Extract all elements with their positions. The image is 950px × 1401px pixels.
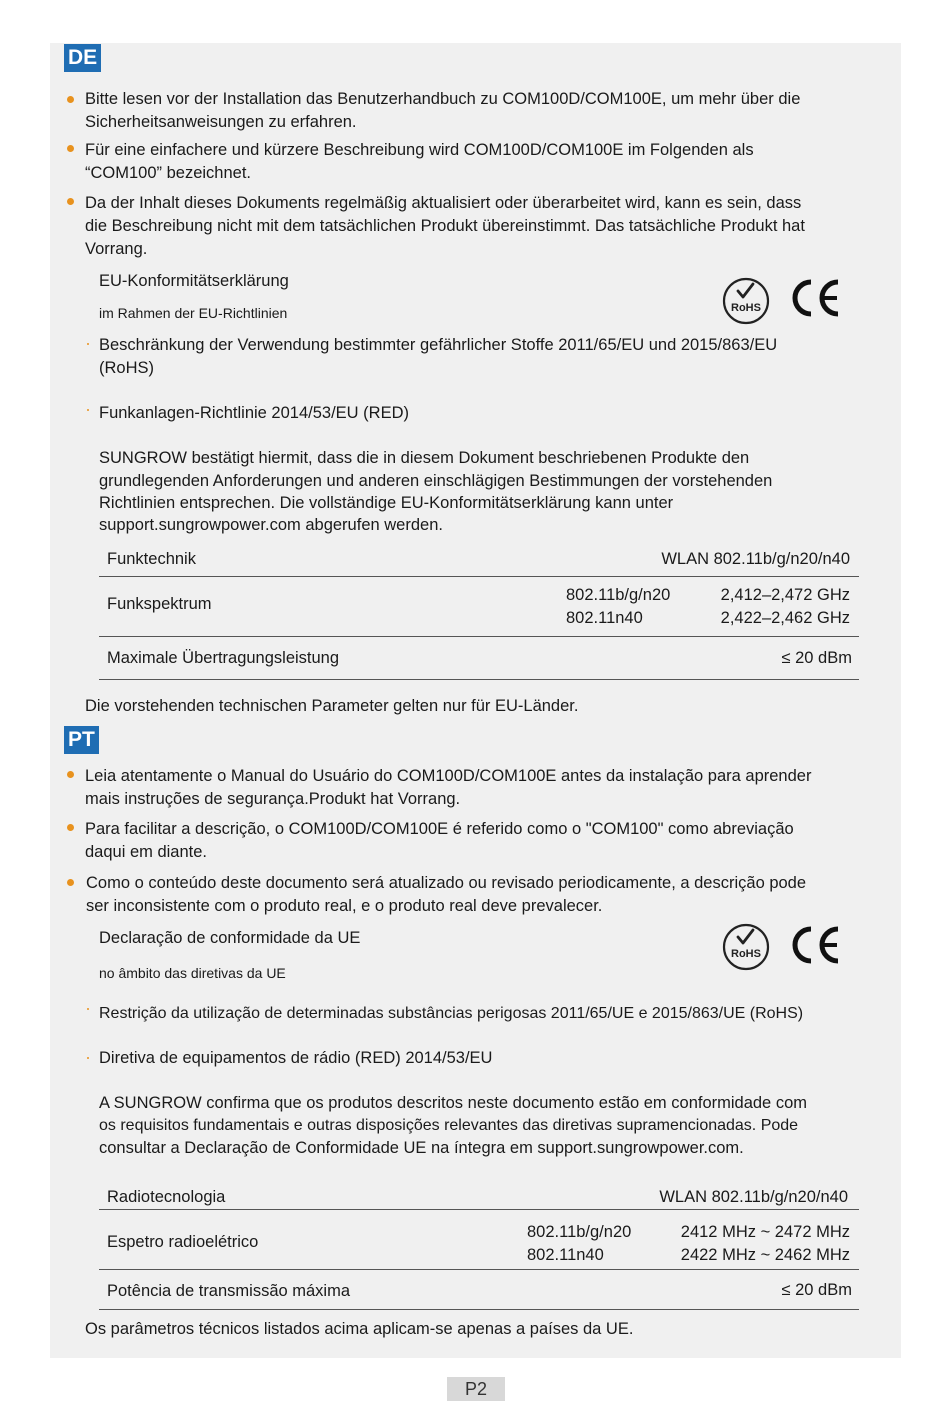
bullet-dot	[67, 771, 74, 778]
pt-confirm-line-2: os requisitos fundamentais e outras disposições relevantes das diretivas supramencionadas. Pode	[99, 1117, 799, 1134]
de-confirm-line-2: grundlegenden Anforderungen und anderen einschlägigen Bestimmungen der vorstehenden	[99, 472, 773, 490]
de-table-freq-1: 2,412–2,472 GHz	[720, 586, 850, 604]
pt-directive-rohs: Restrição da utilização de determinadas substâncias perigosas 2011/65/UE e 2015/863/UE (RoHS)	[99, 1005, 804, 1022]
de-directive-rohs-line-1: Beschränkung der Verwendung bestimmter gefährlicher Stoffe 2011/65/EU und 2015/863/EU	[99, 336, 778, 354]
de-note: Die vorstehenden technischen Parameter gelten nur für EU-Länder.	[85, 697, 579, 715]
de-bullet-2-line-1: Für eine einfachere und kürzere Beschreibung wird COM100D/COM100E im Folgenden als	[85, 141, 754, 159]
pt-bullet-1-line-1: Leia atentamente o Manual do Usuário do COM100D/COM100E antes da instalação para aprender	[85, 767, 812, 785]
rohs-icon	[721, 922, 771, 972]
pt-declaration-title: Declaração de conformidade da UE	[99, 929, 361, 947]
table-rule	[99, 679, 859, 680]
de-bullet-3-line-1: Da der Inhalt dieses Dokuments regelmäßig aktualisiert oder überarbeitet wird, kann es sein, dass	[85, 194, 802, 212]
lang-badge-pt: PT	[64, 726, 99, 754]
pt-directive-red: Diretiva de equipamentos de rádio (RED) 2014/53/EU	[99, 1049, 493, 1067]
table-rule	[99, 1309, 859, 1310]
de-table-label-radio-tech: Funktechnik	[107, 550, 196, 568]
sub-bullet-dot	[87, 1057, 89, 1059]
de-table-value-radio-tech: WLAN 802.11b/g/n20/n40	[661, 550, 850, 568]
de-confirm-line-3: Richtlinien entsprechen. Die vollständige EU-Konformitätserklärung kann unter	[99, 494, 674, 512]
bullet-dot	[67, 145, 74, 152]
pt-confirm-line-3: consultar a Declaração de Conformidade UE na íntegra em support.sungrowpower.com.	[99, 1139, 744, 1157]
pt-confirm-line-1: A SUNGROW confirma que os produtos descritos neste documento estão em conformidade com	[99, 1094, 807, 1112]
pt-table-value-radio-tech: WLAN 802.11b/g/n20/n40	[659, 1188, 848, 1206]
pt-table-value-max-power: ≤ 20 dBm	[781, 1281, 852, 1299]
de-confirm-line-1: SUNGROW bestätigt hiermit, dass die in diesem Dokument beschriebenen Produkte den	[99, 449, 750, 467]
ce-mark-icon	[790, 925, 846, 965]
de-directive-rohs-line-2: (RoHS)	[99, 359, 155, 377]
table-rule	[99, 636, 859, 637]
de-bullet-3-line-2: die Beschreibung nicht mit dem tatsächlichen Produkt übereinstimmt. Das tatsächliche Produkt hat	[85, 217, 805, 235]
sub-bullet-dot	[87, 1008, 89, 1010]
de-bullet-1-line-2: Sicherheitsanweisungen zu erfahren.	[85, 113, 357, 131]
pt-bullet-3-line-1: Como o conteúdo deste documento será atualizado ou revisado periodicamente, a descrição pode	[86, 874, 807, 892]
sub-bullet-dot	[87, 343, 89, 345]
pt-bullet-2-line-1: Para facilitar a descrição, o COM100D/COM100E é referido como o "COM100" como abreviação	[85, 820, 794, 838]
rohs-icon	[721, 276, 771, 326]
page-number: P2	[447, 1377, 505, 1401]
de-directive-red: Funkanlagen-Richtlinie 2014/53/EU (RED)	[99, 404, 409, 422]
de-bullet-2-line-2: “COM100” bezeichnet.	[85, 164, 251, 182]
pt-table-label-radio-tech: Radiotecnologia	[107, 1188, 226, 1206]
de-declaration-subtitle: im Rahmen der EU-Richtlinien	[99, 305, 288, 321]
de-bullet-3-line-3: Vorrang.	[85, 240, 148, 258]
de-bullet-1-line-1: Bitte lesen vor der Installation das Benutzerhandbuch zu COM100D/COM100E, um mehr über die	[85, 90, 801, 108]
de-table-label-max-power: Maximale Übertragungsleistung	[107, 649, 340, 667]
table-rule	[99, 1209, 859, 1210]
de-table-std-1: 802.11b/g/n20	[566, 586, 671, 604]
de-confirm-line-4: support.sungrowpower.com abgerufen werden.	[99, 516, 443, 534]
bullet-dot	[67, 879, 74, 886]
pt-bullet-3-line-2: ser inconsistente com o produto real, e o produto real deve prevalecer.	[86, 897, 603, 915]
ce-mark-icon	[790, 278, 846, 318]
pt-bullet-1-line-2: mais instruções de segurança.Produkt hat Vorrang.	[85, 790, 461, 808]
de-table-freq-2: 2,422–2,462 GHz	[720, 609, 850, 627]
pt-declaration-subtitle: no âmbito das diretivas da UE	[99, 965, 286, 981]
bullet-dot	[67, 96, 74, 103]
sub-bullet-dot	[87, 409, 89, 411]
de-table-std-2: 802.11n40	[566, 609, 643, 627]
de-declaration-title: EU-Konformitätserklärung	[99, 272, 289, 290]
table-rule	[99, 576, 859, 577]
bullet-dot	[67, 198, 74, 205]
de-table-value-max-power: ≤ 20 dBm	[781, 649, 852, 667]
lang-badge-de: DE	[64, 44, 101, 72]
pt-note: Os parâmetros técnicos listados acima aplicam-se apenas a países da UE.	[85, 1320, 634, 1338]
pt-table-std-1: 802.11b/g/n20	[527, 1223, 632, 1241]
table-rule	[99, 1269, 859, 1270]
de-table-label-spectrum: Funkspektrum	[107, 595, 212, 613]
bullet-dot	[67, 824, 74, 831]
pt-table-freq-2: 2422 MHz ~ 2462 MHz	[680, 1246, 850, 1264]
rohs-label: RoHS	[731, 302, 761, 314]
pt-table-freq-1: 2412 MHz ~ 2472 MHz	[680, 1223, 850, 1241]
pt-table-label-spectrum: Espetro radioelétrico	[107, 1233, 259, 1251]
pt-table-label-max-power: Potência de transmissão máxima	[107, 1282, 351, 1300]
pt-bullet-2-line-2: daqui em diante.	[85, 843, 208, 861]
rohs-label: RoHS	[731, 948, 761, 960]
pt-table-std-2: 802.11n40	[527, 1246, 604, 1264]
